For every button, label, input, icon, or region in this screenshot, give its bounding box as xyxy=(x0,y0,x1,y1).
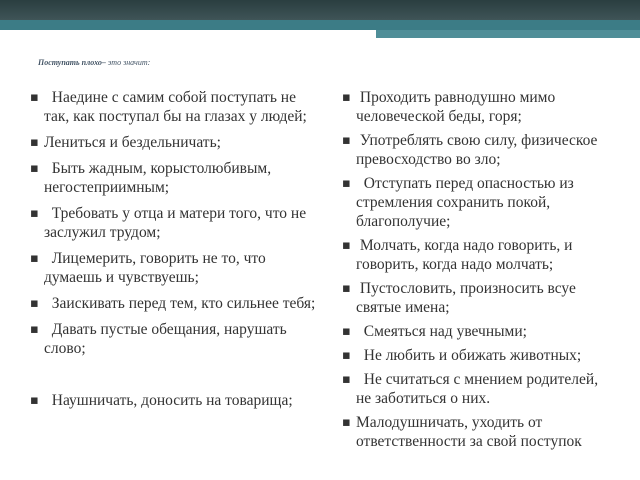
bullet-icon: ▪ xyxy=(30,135,39,150)
list-item-text: Наедине с самим собой поступать не так, как поступал бы на глазах у людей; xyxy=(44,89,307,125)
list-item-text: Давать пустые обещания, нарушать слово; xyxy=(44,321,291,357)
bullet-icon: ▪ xyxy=(30,251,39,266)
list-item xyxy=(30,294,320,313)
list-item xyxy=(30,320,320,358)
list-item xyxy=(30,204,320,242)
bullet-icon: ▪ xyxy=(30,206,39,221)
bullet-icon: ▪ xyxy=(342,90,351,105)
bullet-icon: ▪ xyxy=(342,176,351,191)
list-item-text: Лениться и бездельничать; xyxy=(44,134,221,151)
bullet-icon: ▪ xyxy=(30,161,39,176)
bullet-icon: ▪ xyxy=(30,296,39,311)
list-item-text: Не любить и обижать животных; xyxy=(356,347,582,364)
list-item-text: Проходить равнодушно мимо человеческой беды, горя; xyxy=(356,89,560,125)
bullet-icon: ▪ xyxy=(342,133,351,148)
list-item xyxy=(342,131,614,169)
bullet-icon: ▪ xyxy=(30,393,39,408)
bullet-icon: ▪ xyxy=(342,281,351,296)
list-item xyxy=(342,236,614,274)
slide-title xyxy=(38,58,150,67)
list-item-text: Малодушничать, уходить от ответственности за свой поступок xyxy=(356,414,582,450)
bullet-icon: ▪ xyxy=(342,372,351,387)
slide-title-main: Поступать плохо– xyxy=(38,58,106,67)
list-item xyxy=(30,88,320,126)
bullet-icon: ▪ xyxy=(342,415,351,430)
list-item xyxy=(342,413,614,451)
list-item-text: Пустословить, произносить всуе святые имена; xyxy=(356,280,580,316)
list-item xyxy=(30,249,320,287)
list-item xyxy=(342,279,614,317)
right-bullet-list xyxy=(342,88,614,456)
list-item xyxy=(342,174,614,231)
list-item xyxy=(342,370,614,408)
top-decor-band xyxy=(0,0,640,20)
list-item-text: Наушничать, доносить на товарища; xyxy=(44,392,293,409)
bullet-icon: ▪ xyxy=(342,324,351,339)
bullet-icon: ▪ xyxy=(30,322,39,337)
bullet-icon: ▪ xyxy=(342,348,351,363)
list-item xyxy=(342,322,614,341)
list-item-text: Не считаться с мнением родителей, не заботиться о них. xyxy=(356,371,602,407)
list-item-text: Отступать перед опасностью из стремления сохранить покой, благополучие; xyxy=(356,175,578,230)
slide-title-suffix: это значит: xyxy=(105,58,151,67)
list-item-text: Заискивать перед тем, кто сильнее тебя; xyxy=(44,295,316,312)
list-item-text: Молчать, когда надо говорить, и говорить, когда надо молчать; xyxy=(356,237,577,273)
list-item xyxy=(30,159,320,197)
list-item-text: Лицемерить, говорить не то, что думаешь и чувствуешь; xyxy=(44,250,270,286)
list-item-text: Употреблять свою силу, физическое превосходство во зло; xyxy=(356,132,602,168)
list-item xyxy=(342,88,614,126)
teal-accent-band xyxy=(376,30,640,38)
left-bullet-list xyxy=(30,88,320,417)
list-item xyxy=(30,391,320,410)
list-item xyxy=(30,133,320,152)
list-item xyxy=(342,346,614,365)
teal-decor-band xyxy=(0,20,640,30)
list-item-text: Быть жадным, корыстолюбивым, негостеприимным; xyxy=(44,160,275,196)
list-item-text: Смеяться над увечными; xyxy=(356,323,527,340)
list-item-text: Требовать у отца и матери того, что не заслужил трудом; xyxy=(44,205,310,241)
bullet-icon: ▪ xyxy=(30,90,39,105)
bullet-icon: ▪ xyxy=(342,238,351,253)
